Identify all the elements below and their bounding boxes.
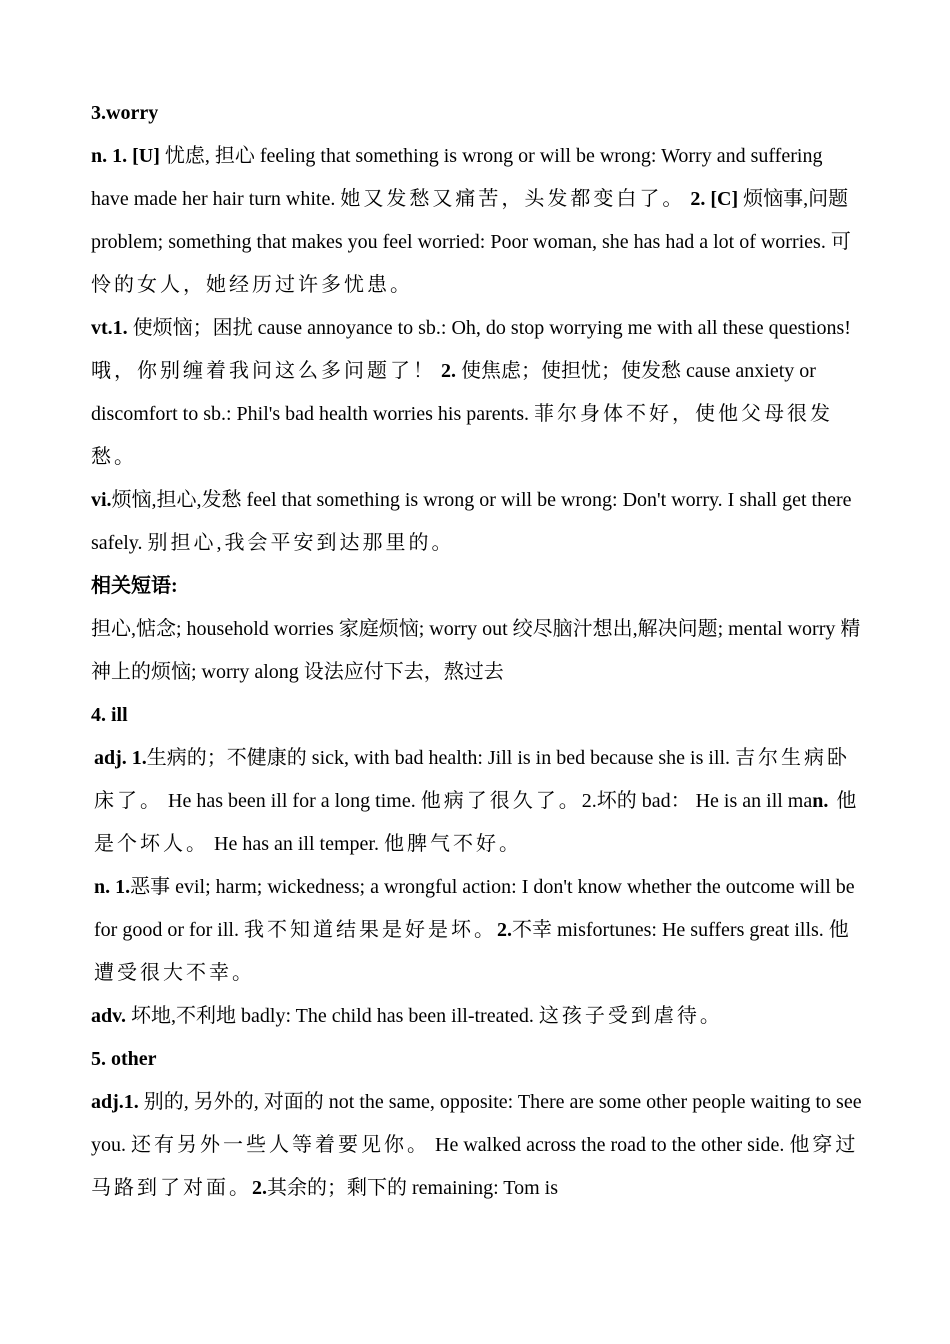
worry-vt-definitions <box>91 307 863 479</box>
translation-text: 他是个坏人。 <box>94 790 860 855</box>
entry-heading-other: 5. other <box>91 1048 157 1070</box>
sense-label-2: 2. <box>496 919 512 941</box>
definition-text: 烦恼事,问题 problem; something that makes you feel worried: Poor woman, she has had a lot of worries. <box>91 188 849 253</box>
worry-vi-definition <box>91 479 863 565</box>
other-adj-definitions <box>91 1081 863 1210</box>
pos-label-adj: adj.1. <box>91 1091 139 1113</box>
definition-text: 不幸 misfortunes: He suffers great ills. <box>511 919 829 941</box>
translation-text: 我不知道结果是好是坏。 <box>243 919 497 941</box>
pos-label-vt: vt.1. <box>91 317 128 339</box>
definition-text: 忧虑, 担心 feeling that something is wrong or will be wrong: Worry and suffering have made her hair turn white. <box>91 145 823 210</box>
translation-text: 他穿过马路到了对面。 <box>91 1134 859 1199</box>
translation-text: 别担心,我会平安到达那里的。 <box>147 532 455 554</box>
translation-text: 可怜的女人，她经历过许多忧患。 <box>91 231 854 296</box>
definition-text: 恶事 evil; harm; wickedness; a wrongful action: I don't know whether the outcome will be for good or for ill. <box>94 876 855 941</box>
bold-fragment: n. <box>812 790 829 812</box>
sense-label-2: 2. <box>436 360 456 382</box>
pos-label-adj: adj. 1. <box>94 747 147 769</box>
document-page <box>91 92 863 1210</box>
definition-text: 烦恼,担心,发愁 feel that something is wrong or will be wrong: Don't worry. I shall get there safely. <box>91 489 852 554</box>
translation-text: 吉尔生病卧床了。 <box>94 747 851 812</box>
sense-label-2-c: 2. [C] <box>685 188 739 210</box>
translation-text: 还有另外一些人等着要见你。 <box>131 1134 430 1156</box>
definition-text: 使焦虑；使担忧；使发愁 cause anxiety or discomfort to sb.: Phil's bad health worries his parents. <box>91 360 816 425</box>
translation-text: 她又发愁又痛苦，头发都变白了。 <box>340 188 686 210</box>
entry-heading-worry: 3.worry <box>91 102 159 124</box>
ill-adv-definition <box>91 995 863 1038</box>
translation-text: 他病了很久了。 <box>420 790 582 812</box>
pos-label-adv: adv. <box>91 1005 127 1027</box>
phrases-heading: 相关短语: <box>91 575 178 597</box>
definition-text: 别的, 另外的, 对面的 not the same, opposite: There are some other people waiting to see you. <box>91 1091 862 1156</box>
translation-text: 他遭受很大不幸。 <box>94 919 852 984</box>
entry-heading-ill: 4. ill <box>91 704 128 726</box>
example-text: He has an ill temper. <box>209 833 384 855</box>
sense-label-2: 2. <box>252 1177 267 1199</box>
translation-text: 哦，你别缠着我问这么多问题了！ <box>91 360 436 382</box>
example-text: He has been ill for a long time. <box>163 790 421 812</box>
definition-text: 使烦恼；困扰 cause annoyance to sb.: Oh, do stop worrying me with all these questions! <box>127 317 851 339</box>
definition-text: 生病的；不健康的 sick, with bad health: Jill is in bed because she is ill. <box>146 747 736 769</box>
definition-text: 2.坏的 bad： He is an ill ma <box>581 790 813 812</box>
example-text: He walked across the road to the other side. <box>430 1134 790 1156</box>
worry-noun-definitions <box>91 135 863 307</box>
definition-text: 其余的；剩下的 remaining: Tom is <box>267 1177 558 1199</box>
translation-text: 这孩子受到虐待。 <box>538 1005 723 1027</box>
translation-text: 菲尔身体不好，使他父母很发愁。 <box>91 403 833 468</box>
ill-noun-definitions <box>91 866 863 995</box>
definition-text: 坏地,不利地 badly: The child has been ill-treated. <box>126 1005 539 1027</box>
pos-label-noun-1-u: n. 1. [U] <box>91 145 160 167</box>
pos-label-vi: vi. <box>91 489 112 511</box>
pos-label-noun: n. 1. <box>94 876 131 898</box>
ill-adj-definitions <box>91 737 863 866</box>
phrases-list: 担心,惦念; household worries 家庭烦恼; worry out 绞尽脑汁想出,解决问题; mental worry 精神上的烦恼; worry along 设法应付下去，熬过去 <box>91 618 861 683</box>
translation-text: 他脾气不好。 <box>383 833 522 855</box>
